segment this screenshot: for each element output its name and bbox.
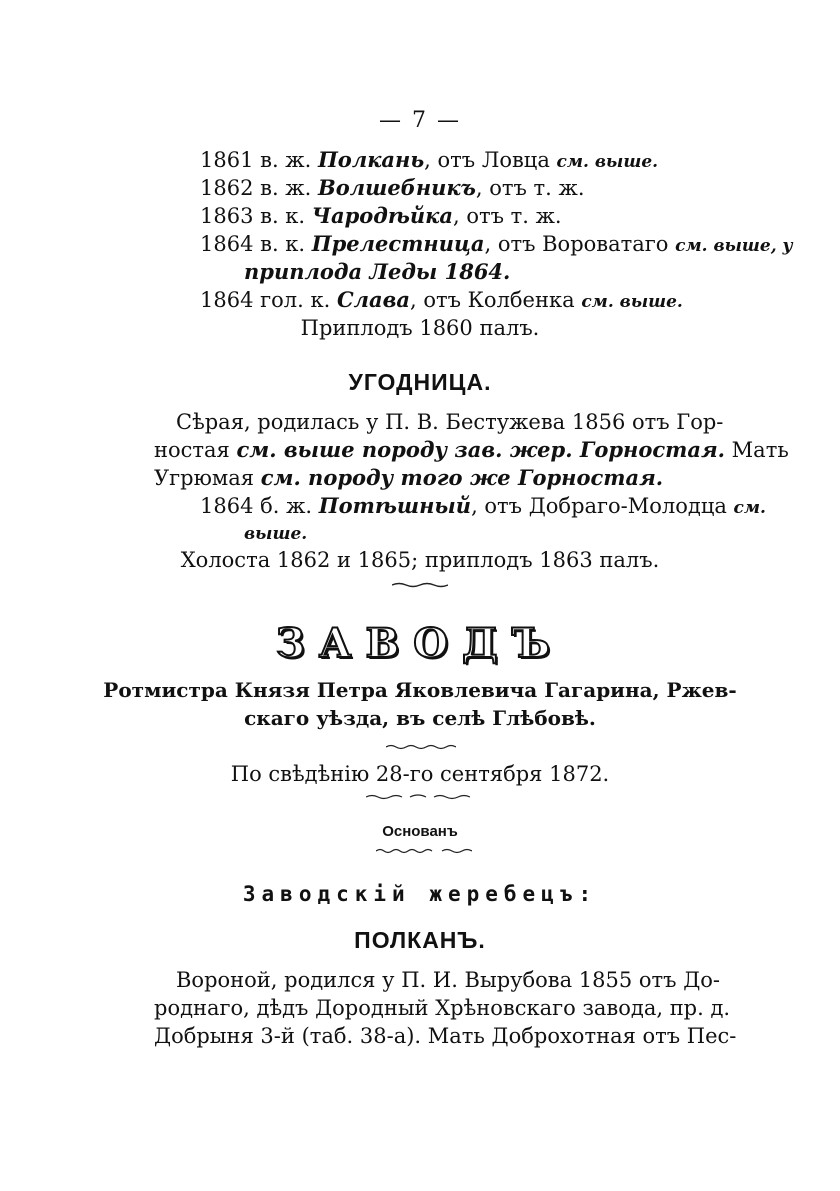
entry-text: , отъ Ловца	[424, 148, 557, 172]
foals-note: Приплодъ 1860 палъ.	[300, 316, 540, 340]
entry-ref: см. выше, у	[675, 236, 793, 256]
paragraph-text: Угрюмая	[154, 466, 261, 490]
entry-text: , отъ т. ж.	[475, 176, 585, 200]
entry-text: 1864 в. к.	[200, 232, 312, 256]
ornament-divider	[376, 848, 472, 854]
paragraph-line: Сѣрая, родилась у П. В. Бестужева 1856 отъ Гор-	[176, 410, 724, 434]
horse-name: Чародѣйка	[311, 203, 453, 228]
entry-text: , отъ Добраго-Молодца	[471, 494, 734, 518]
owner-line: скаго уѣзда, въ селѣ Глѣбовѣ.	[244, 706, 596, 730]
horse-name: Полкань	[317, 147, 425, 172]
paragraph-text: Мать	[725, 438, 789, 462]
entry-text: , отъ Колбенка	[410, 288, 582, 312]
paragraph-italic: см. выше породу зав. жер. Горностая.	[236, 437, 725, 462]
horse-name: Прелестница	[311, 231, 485, 256]
stallion-heading: Заводскiй жеребецъ:	[242, 882, 598, 906]
barren-note: Холоста 1862 и 1865; приплодъ 1863 палъ.	[180, 548, 660, 572]
paragraph-line: Вороной, родился у П. И. Вырубова 1855 отъ До-	[176, 968, 721, 992]
entry-text: , отъ Вороватаго	[484, 232, 676, 256]
entry-line	[200, 174, 585, 202]
entry-text: , отъ т. ж.	[453, 204, 562, 228]
horse-name: Потѣшный	[318, 493, 472, 518]
entry-text: 1862 в. ж.	[200, 176, 318, 200]
entry-text: 1861 в. ж.	[200, 148, 318, 172]
ornament-divider	[386, 744, 456, 750]
ornament-divider	[392, 582, 448, 588]
horse-name: Слава	[336, 287, 411, 312]
paragraph-line	[154, 436, 789, 464]
entry-ref: см. выше.	[581, 292, 683, 312]
paragraph-line: Добрыня 3-й (таб. 38-а). Мать Доброхотная отъ Пес-	[154, 1024, 737, 1048]
ornament-divider	[366, 794, 470, 800]
entry-continuation: приплода Леды 1864.	[244, 259, 511, 284]
entry-text: 1864 гол. к.	[200, 288, 337, 312]
entry-line	[200, 492, 766, 522]
paragraph-text: ностая	[154, 438, 237, 462]
entry-ref: см. выше.	[556, 152, 659, 172]
entry-line	[200, 146, 658, 176]
entry-line	[200, 286, 683, 316]
horse-name: Волшебникъ	[317, 175, 476, 200]
entry-text: 1864 б. ж.	[200, 494, 319, 518]
entry-continuation: выше.	[244, 524, 308, 544]
page-number: — 7 —	[379, 108, 461, 133]
entry-line	[200, 230, 793, 260]
stud-farm-heading: ЗАВОДЪ	[276, 620, 564, 667]
entry-line	[200, 202, 562, 230]
founded-label: Основанъ	[382, 823, 458, 840]
entry-text: 1863 в. к.	[200, 204, 312, 228]
paragraph-line: роднаго, дѣдъ Дородный Хрѣновскаго завода, пр. д.	[154, 996, 731, 1020]
paragraph-italic: см. породу того же Горностая.	[260, 465, 664, 490]
info-date: По свѣдѣнію 28-го сентября 1872.	[230, 762, 610, 786]
section-heading: УГОДНИЦА.	[348, 369, 492, 395]
paragraph-line	[154, 464, 663, 492]
entry-ref: см.	[733, 498, 766, 518]
section-heading: ПОЛКАНЪ.	[354, 927, 486, 953]
owner-line: Ротмистра Князя Петра Яковлевича Гагарина, Ржев-	[103, 678, 737, 702]
